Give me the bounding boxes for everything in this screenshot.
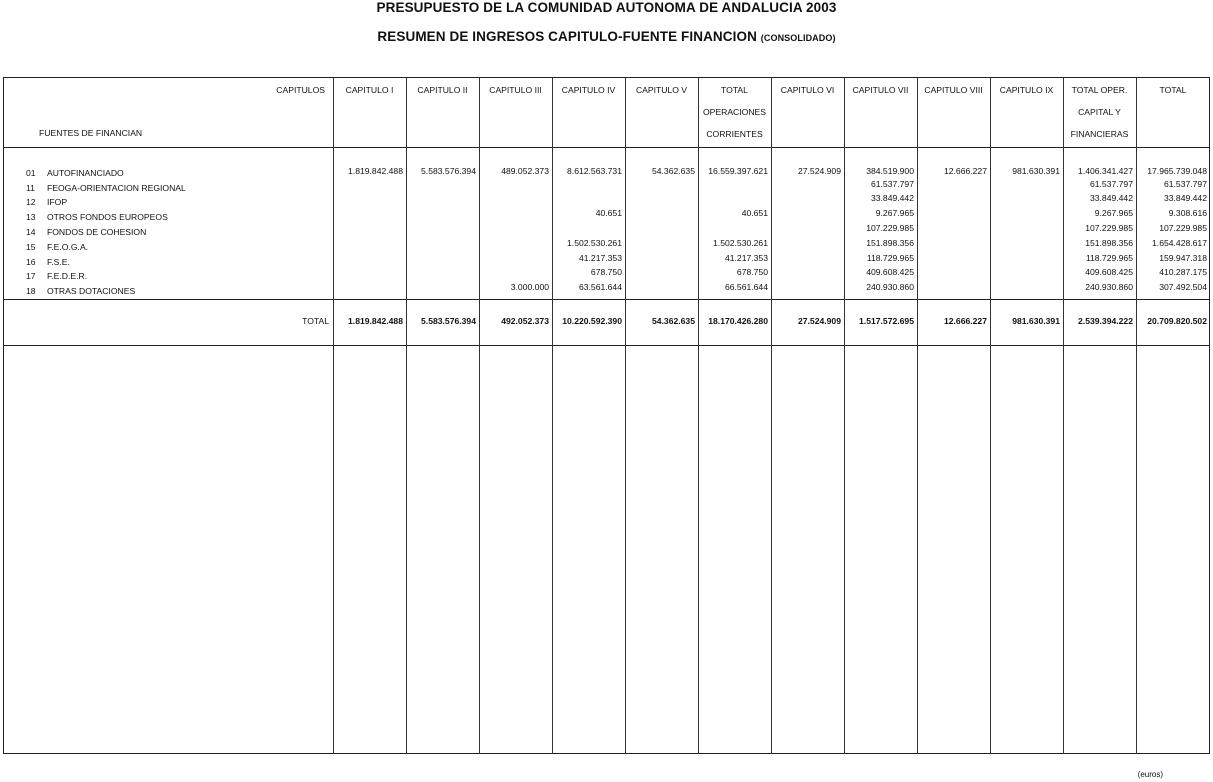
total-cell: 5.583.576.394 xyxy=(421,316,476,326)
table-cell: 3.000.000 xyxy=(510,282,549,292)
table-cell: 41.217.353 xyxy=(724,253,768,263)
row-name: AUTOFINANCIADO xyxy=(47,168,124,178)
row-name: OTROS FONDOS EUROPEOS xyxy=(47,212,168,222)
total-cell: 10.220.592.390 xyxy=(562,316,622,326)
total-label: TOTAL xyxy=(302,316,329,326)
units-note: (euros) xyxy=(1137,770,1163,779)
total-cell: 54.362.635 xyxy=(651,316,695,326)
table-cell: 27.524.909 xyxy=(797,166,841,176)
table-cell: 410.287.175 xyxy=(1159,267,1207,277)
total-cell: 27.524.909 xyxy=(797,316,841,326)
row-name: FONDOS DE COHESION xyxy=(47,227,147,237)
table-cell: 16.559.397.621 xyxy=(708,166,768,176)
row-code: 12 xyxy=(26,197,36,207)
column-divider xyxy=(771,77,772,754)
table-cell: 63.561.644 xyxy=(578,282,622,292)
table-cell: 9.267.965 xyxy=(875,208,914,218)
table-cell: 240.930.860 xyxy=(866,282,914,292)
document-subtitle xyxy=(0,29,1213,44)
table-cell: 9.267.965 xyxy=(1094,208,1133,218)
row-code: 14 xyxy=(26,227,36,237)
column-divider xyxy=(406,77,407,754)
table-cell: 61.537.797 xyxy=(1163,179,1207,189)
column-header-line: CAPITULO VII xyxy=(852,85,909,95)
column-header-line: TOTAL xyxy=(1159,85,1187,95)
table-cell: 107.229.985 xyxy=(1085,223,1133,233)
column-header-line: CAPITULO III xyxy=(489,85,542,95)
column-header-line: CAPITULO VI xyxy=(780,85,835,95)
subtitle-text: RESUMEN DE INGRESOS CAPITULO-FUENTE FINANCION xyxy=(377,29,757,44)
table-cell: 678.750 xyxy=(590,267,622,277)
table-cell: 678.750 xyxy=(736,267,768,277)
total-cell: 1.517.572.695 xyxy=(859,316,914,326)
table-rule xyxy=(3,147,1210,148)
column-divider xyxy=(625,77,626,754)
column-header-line: FINANCIERAS xyxy=(1070,129,1129,139)
table-cell: 17.965.739.048 xyxy=(1147,166,1207,176)
table-cell: 307.492.504 xyxy=(1159,282,1207,292)
table-cell: 33.849.442 xyxy=(1163,193,1207,203)
column-divider xyxy=(479,77,480,754)
subtitle-qualifier: (CONSOLIDADO) xyxy=(760,33,836,43)
column-header-line: CAPITULO I xyxy=(345,85,394,95)
table-cell: 489.052.373 xyxy=(501,166,549,176)
column-header-line: CAPITULO V xyxy=(635,85,688,95)
column-divider xyxy=(990,77,991,754)
table-cell: 1.502.530.261 xyxy=(567,238,622,248)
table-cell: 409.608.425 xyxy=(1085,267,1133,277)
table-cell: 107.229.985 xyxy=(1159,223,1207,233)
total-cell: 18.170.426.280 xyxy=(708,316,768,326)
row-name: FEOGA-ORIENTACION REGIONAL xyxy=(47,183,186,193)
table-cell: 981.630.391 xyxy=(1012,166,1060,176)
row-name: OTRAS DOTACIONES xyxy=(47,286,136,296)
table-cell: 107.229.985 xyxy=(866,223,914,233)
column-header-line: CORRIENTES xyxy=(706,129,763,139)
row-code: 11 xyxy=(26,183,35,193)
row-code: 16 xyxy=(26,257,36,267)
table-cell: 1.502.530.261 xyxy=(713,238,768,248)
column-header-line: CAPITULO II xyxy=(417,85,468,95)
table-cell: 240.930.860 xyxy=(1085,282,1133,292)
column-divider xyxy=(917,77,918,754)
table-cell: 61.537.797 xyxy=(1089,179,1133,189)
table-cell: 61.537.797 xyxy=(870,179,914,189)
table-cell: 8.612.563.731 xyxy=(567,166,622,176)
table-cell: 54.362.635 xyxy=(651,166,695,176)
table-cell: 33.849.442 xyxy=(1089,193,1133,203)
column-divider xyxy=(698,77,699,754)
column-header-line: CAPITULO IV xyxy=(561,85,616,95)
table-cell: 151.898.356 xyxy=(866,238,914,248)
column-header-line: CAPITAL Y xyxy=(1078,107,1121,117)
table-cell: 1.406.341.427 xyxy=(1078,166,1133,176)
column-header-line: CAPITULO IX xyxy=(999,85,1054,95)
table-cell: 118.729.965 xyxy=(866,253,914,263)
column-header-line: TOTAL xyxy=(721,85,748,95)
table-cell: 151.898.356 xyxy=(1085,238,1133,248)
column-divider xyxy=(552,77,553,754)
table-rule xyxy=(3,299,1210,300)
column-header-line: OPERACIONES xyxy=(702,107,767,117)
table-frame xyxy=(3,77,1210,754)
table-cell: 1.819.842.488 xyxy=(348,166,403,176)
row-code: 01 xyxy=(26,168,36,178)
column-header-line: TOTAL OPER. xyxy=(1071,85,1128,95)
table-cell: 118.729.965 xyxy=(1085,253,1133,263)
table-cell: 66.561.644 xyxy=(724,282,768,292)
column-header-line: CAPITULO VIII xyxy=(924,85,983,95)
table-cell: 159.947.318 xyxy=(1159,253,1207,263)
table-cell: 1.654.428.617 xyxy=(1152,238,1207,248)
row-code: 13 xyxy=(26,212,36,222)
total-cell: 1.819.842.488 xyxy=(348,316,403,326)
header-capitulos: CAPITULOS xyxy=(276,85,325,95)
row-code: 15 xyxy=(26,242,36,252)
row-name: F.E.O.G.A. xyxy=(47,242,89,252)
total-cell: 981.630.391 xyxy=(1012,316,1060,326)
table-cell: 40.651 xyxy=(741,208,768,218)
header-fuentes: FUENTES DE FINANCIAN xyxy=(39,128,143,138)
table-cell: 41.217.353 xyxy=(578,253,622,263)
table-cell: 384.519.900 xyxy=(866,166,914,176)
table-cell: 33.849.442 xyxy=(870,193,914,203)
total-cell: 12.666.227 xyxy=(943,316,987,326)
total-cell: 2.539.394.222 xyxy=(1078,316,1133,326)
row-name: F.S.E. xyxy=(47,257,70,267)
total-cell: 492.052.373 xyxy=(501,316,549,326)
column-divider xyxy=(333,77,334,754)
row-code: 17 xyxy=(26,271,36,281)
row-name: IFOP xyxy=(47,197,68,207)
table-cell: 5.583.576.394 xyxy=(421,166,476,176)
total-cell: 20.709.820.502 xyxy=(1147,316,1207,326)
table-cell: 40.651 xyxy=(595,208,622,218)
table-rule xyxy=(3,345,1210,346)
table-cell: 12.666.227 xyxy=(943,166,987,176)
table-cell: 9.308.616 xyxy=(1168,208,1207,218)
document-title: PRESUPUESTO DE LA COMUNIDAD AUTONOMA DE ANDALUCIA 2003 xyxy=(376,0,837,15)
row-name: F.E.D.E.R. xyxy=(47,271,88,281)
row-code: 18 xyxy=(26,286,36,296)
table-cell: 409.608.425 xyxy=(866,267,914,277)
